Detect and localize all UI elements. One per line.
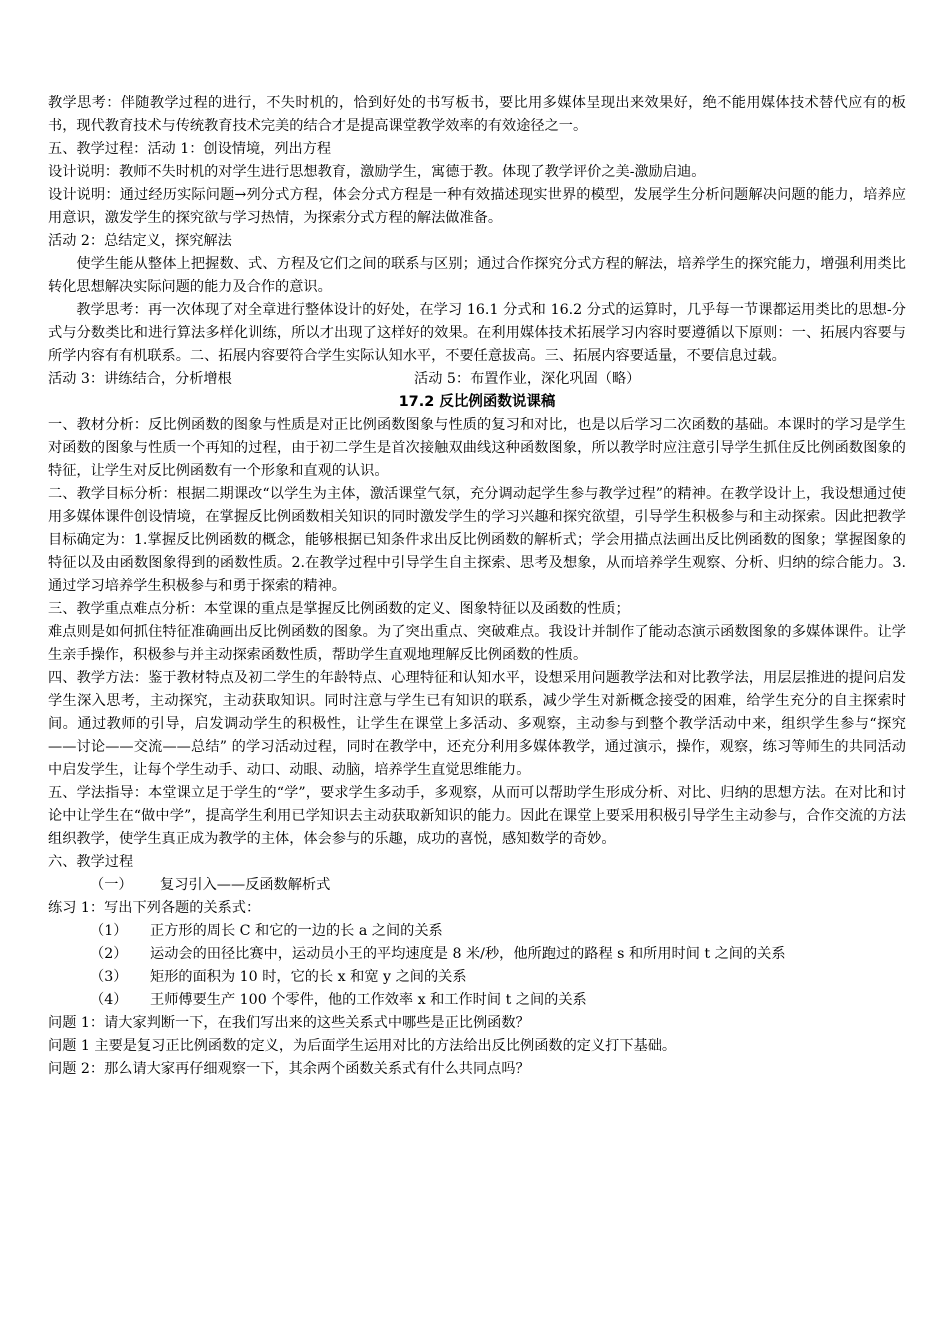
design-note-2: 设计说明：通过经历实际问题→列分式方程，体会分式方程是一种有效描述现实世界的模型，发展学生分析问题解决问题的能力，培养应用意识，激发学生的探究欲与学习热情，为探索分式方程的解法做准备。	[48, 187, 906, 226]
design-note-1: 设计说明：教师不失时机的对学生进行思想教育，激励学生，寓德于教。体现了教学评价之美-激励启迪。	[48, 164, 706, 180]
section-teaching-goals: 二、教学目标分析：根据二期课改“以学生为主体，激活课堂气氛，充分调动起学生参与教学过程”的精神。在教学设计上，我设想通过使用多媒体课件创设情境，在掌握反比例函数相关知识的同时激发学生的学习兴趣和探究欲望，引导学生积极参与和主动探索。因此把教学目标确定为：1.掌握反比例函数的概念，能够根据已知条件求出反比例函数的解析式；学会用描点法画出反比例函数的图象；掌握图象的特征以及由函数图象得到的函数性质。2.在教学过程中引导学生自主探索、思考及想象，从而培养学生观察、分析、归纳的综合能力。3.通过学习培养学生积极参与和勇于探索的精神。	[48, 486, 906, 594]
list-item-number: （2）	[90, 946, 128, 962]
list-item-number: （1）	[90, 923, 128, 939]
subsection-text: 复习引入——反函数解析式	[160, 877, 331, 893]
list-item-text: 正方形的周长 C 和它的一边的长 a 之间的关系	[150, 923, 443, 939]
subsection-number: （一）	[90, 877, 133, 893]
exercise-heading: 练习 1：写出下列各题的关系式：	[48, 900, 261, 916]
section-teaching-methods: 四、教学方法：鉴于教材特点及初二学生的年龄特点、心理特征和认知水平，设想采用问题教学法和对比教学法，用层层推进的提问启发学生深入思考，主动探究，主动获取知识。同时注意与学生已有知识的联系，减少学生对新概念接受的困难，给学生充分的自主探索时间。通过教师的引导，启发调动学生的积极性，让学生在课堂上多活动、多观察，主动参与到整个教学活动中来，组织学生参与“探究——讨论——交流——总结” 的学习活动过程，同时在教学中，还充分利用多媒体教学，通过演示，操作，观察，练习等师生的共同活动中启发学生，让每个学生动手、动口、动眼、动脑，培养学生直觉思维能力。	[48, 670, 906, 778]
list-item	[48, 920, 906, 943]
section-key-points: 三、教学重点难点分析：本堂课的重点是掌握反比例函数的定义、图象特征以及函数的性质；	[48, 601, 630, 617]
activity-3-heading: 活动 3：讲练结合，分析增根	[48, 371, 232, 387]
list-item-text: 王师傅要生产 100 个零件，他的工作效率 x 和工作时间 t 之间的关系	[150, 992, 587, 1008]
activity-5-heading: 活动 5：布置作业，深化巩固（略）	[414, 371, 641, 387]
section-study-guidance: 五、学法指导：本堂课立足于学生的“学”，要求学生多动手，多观察，从而可以帮助学生形成分析、对比、归纳的思想方法。在对比和讨论中让学生在“做中学”，提高学生利用已学知识去主动获取新知识的能力。因此在课堂上要采用积极引导学生主动参与，合作交流的方法组织教学，使学生真正成为教学的主体，体会参与的乐趣，成功的喜悦，感知数学的奇妙。	[48, 785, 906, 847]
teaching-process-heading: 五、教学过程：活动 1：创设情境，列出方程	[48, 141, 332, 157]
list-item-number: （3）	[90, 969, 128, 985]
teaching-reflection-paragraph: 教学思考：伴随教学过程的进行，不失时机的，恰到好处的书写板书，要比用多媒体呈现出来效果好，绝不能用媒体技术替代应有的板书，现代教育技术与传统教育技术完美的结合才是提高课堂教学效率的有效途径之一。	[48, 95, 906, 134]
section-textbook-analysis: 一、教材分析：反比例函数的图象与性质是对正比例函数图象与性质的复习和对比，也是以后学习二次函数的基础。本课时的学习是学生对函数的图象与性质一个再知的过程，由于初二学生是首次接触双曲线这种函数图象，所以教学时应注意引导学生抓住反比例函数图象的特征，让学生对反比例函数有一个形象和直观的认识。	[48, 417, 906, 479]
list-item-text: 矩形的面积为 10 时，它的长 x 和宽 y 之间的关系	[150, 969, 467, 985]
list-item	[48, 943, 906, 966]
subsection-review	[48, 874, 906, 897]
activity-2-heading: 活动 2：总结定义，探究解法	[48, 233, 232, 249]
list-item-number: （4）	[90, 992, 128, 1008]
teaching-reflection-2: 教学思考：再一次体现了对全章进行整体设计的好处，在学习 16.1 分式和 16.2 分式的运算时，几乎每一节课都运用类比的思想-分式与分数类比和进行算法多样化训练，所以才出现了这样好的效果。在利用媒体技术拓展学习内容时要遵循以下原则：一、拓展内容要与所学内容有有机联系。二、拓展内容要符合学生实际认知水平，不要任意拔高。三、拓展内容要适量，不要信息过载。	[48, 302, 906, 364]
list-item-text: 运动会的田径比赛中，运动员小王的平均速度是 8 米/秒，他所跑过的路程 s 和所用时间 t 之间的关系	[150, 946, 786, 962]
question-1: 问题 1：请大家判断一下，在我们写出来的这些关系式中哪些是正比例函数？	[48, 1015, 530, 1031]
question-2: 问题 2：那么请大家再仔细观察一下，其余两个函数关系式有什么共同点吗？	[48, 1061, 530, 1077]
activity-2-paragraph: 使学生能从整体上把握数、式、方程及它们之间的联系与区别；通过合作探究分式方程的解法，培养学生的探究能力，增强利用类比转化思想解决实际问题的能力及合作的意识。	[48, 256, 906, 295]
document-title: 17.2 反比例函数说课稿	[398, 394, 556, 410]
section-difficulties: 难点则是如何抓住特征准确画出反比例函数的图象。为了突出重点、突破难点。我设计并制作了能动态演示函数图象的多媒体课件。让学生亲手操作，积极参与并主动探索函数性质，帮助学生直观地理解反比例函数的性质。	[48, 624, 906, 663]
activity-row	[48, 368, 906, 391]
question-1-explanation: 问题 1 主要是复习正比例函数的定义，为后面学生运用对比的方法给出反比例函数的定义打下基础。	[48, 1038, 677, 1054]
list-item	[48, 966, 906, 989]
list-item	[48, 989, 906, 1012]
section-teaching-process: 六、教学过程	[48, 854, 134, 870]
